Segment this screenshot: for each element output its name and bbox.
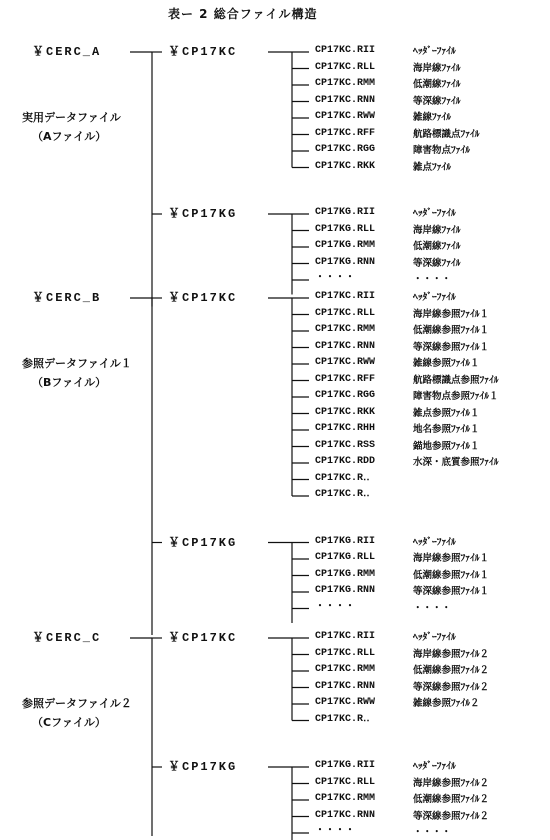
file-description: ・・・・ (413, 274, 452, 285)
file-description: 航路標識点参照ﾌｧｲﾙ (413, 374, 499, 386)
file-description: 低潮線参照ﾌｧｲﾙ１ (413, 569, 490, 581)
file-name: CP17KC.RWW (315, 357, 376, 368)
file-name: CP17KC.RLL (315, 61, 376, 73)
file-description: 航路標識点ﾌｧｲﾙ (413, 128, 480, 140)
file-name: CP17KC.R‥ (315, 713, 370, 725)
file-name: CP17KG.RNN (315, 585, 376, 596)
file-name: ・・・・ (315, 601, 355, 613)
file-description: ﾍｯﾀﾞｰﾌｧｲﾙ (413, 292, 456, 303)
root-directory-label: ￥CERC_A (32, 45, 102, 59)
file-description: 等深線参照ﾌｧｲﾙ１ (413, 341, 490, 353)
file-description: 海岸線参照ﾌｧｲﾙ２ (413, 648, 490, 660)
subdirectory-label: ￥CP17KC (168, 291, 238, 305)
root-directory-label: ￥CERC_C (32, 631, 102, 645)
file-description: ・・・・ (413, 827, 452, 838)
file-name: CP17KG.RII (315, 535, 376, 547)
file-name: CP17KC.R‥ (315, 489, 370, 500)
file-description: 低潮線参照ﾌｧｲﾙ２ (413, 665, 490, 676)
subdirectory-label: ￥CP17KC (168, 631, 238, 645)
file-description: 錨地参照ﾌｧｲﾙ１ (413, 440, 480, 452)
file-description: 等深線参照ﾌｧｲﾙ２ (413, 681, 490, 693)
file-description: ﾍｯﾀﾞｰﾌｧｲﾙ (413, 761, 456, 772)
file-name: CP17KC.RHH (315, 423, 376, 434)
file-description: ﾍｯﾀﾞｰﾌｧｲﾙ (413, 536, 456, 548)
file-name: CP17KG.RII (315, 760, 376, 771)
section-subtitle: 参照データファイル１ (22, 357, 132, 370)
root-directory-label: ￥CERC_B (32, 291, 102, 305)
file-name: CP17KC.RII (315, 631, 376, 642)
subdirectory-label: ￥CP17KG (168, 535, 238, 550)
subdirectory-label: ￥CP17KG (168, 760, 238, 774)
file-name: CP17KC.RII (315, 45, 376, 56)
file-name: CP17KG.RMM (315, 240, 376, 251)
file-description: ﾍｯﾀﾞｰﾌｧｲﾙ (413, 632, 456, 643)
file-description: 低潮線ﾌｧｲﾙ (413, 79, 461, 90)
file-description: 海岸線参照ﾌｧｲﾙ１ (413, 553, 490, 564)
file-name: CP17KC.RKK (315, 406, 376, 418)
file-name: CP17KC.RNN (315, 680, 376, 692)
file-name: CP17KC.RII (315, 291, 376, 302)
file-name: CP17KC.RMM (315, 793, 376, 804)
file-name: ・・・・ (315, 826, 355, 837)
file-name: CP17KC.RLL (315, 776, 376, 788)
file-description: 雑点参照ﾌｧｲﾙ１ (413, 407, 480, 419)
file-description: ﾍｯﾀﾞｰﾌｧｲﾙ (413, 208, 456, 219)
file-name: CP17KC.RGG (315, 390, 376, 401)
file-name: CP17KG.RII (315, 207, 376, 218)
file-description: 海岸線参照ﾌｧｲﾙ２ (413, 777, 490, 789)
file-name: CP17KC.RWW (315, 697, 376, 708)
file-name: CP17KC.RMM (315, 324, 376, 335)
file-name: CP17KG.RLL (315, 552, 376, 563)
file-name: CP17KC.RLL (315, 647, 376, 659)
file-name: CP17KC.RWW (315, 111, 376, 122)
section-subtitle: （Cファイル） (32, 716, 106, 729)
file-name: CP17KG.RLL (315, 223, 376, 235)
subdirectory-label: ￥CP17KG (168, 207, 238, 221)
file-description: 低潮線参照ﾌｧｲﾙ２ (413, 794, 490, 805)
file-description: 海岸線ﾌｧｲﾙ (413, 62, 461, 74)
file-name: CP17KC.RNN (315, 340, 376, 352)
subdirectory-label: ￥CP17KC (168, 45, 238, 59)
file-name: CP17KC.RSS (315, 439, 376, 451)
file-description: 地名参照ﾌｧｲﾙ１ (413, 424, 480, 435)
file-description: 等深線ﾌｧｲﾙ (413, 257, 461, 269)
file-description: 雑線参照ﾌｧｲﾙ２ (413, 698, 480, 709)
file-name: CP17KG.RNN (315, 256, 376, 268)
file-name: CP17KC.RLL (315, 307, 376, 319)
file-name: CP17KC.RKK (315, 160, 376, 172)
file-description: 等深線ﾌｧｲﾙ (413, 95, 461, 107)
file-name: CP17KC.RFF (315, 127, 376, 139)
file-name: CP17KC.RNN (315, 809, 376, 821)
file-description: ﾍｯﾀﾞｰﾌｧｲﾙ (413, 46, 456, 57)
file-name: CP17KC.R‥ (315, 472, 370, 484)
file-description: 水深・底質参照ﾌｧｲﾙ (413, 457, 499, 468)
file-description: 等深線参照ﾌｧｲﾙ２ (413, 810, 490, 822)
file-description: 海岸線ﾌｧｲﾙ (413, 224, 461, 236)
file-description: 雑線ﾌｧｲﾙ (413, 112, 452, 123)
file-description: 低潮線参照ﾌｧｲﾙ１ (413, 325, 490, 336)
section-subtitle: 参照データファイル２ (22, 697, 132, 710)
file-description: 等深線参照ﾌｧｲﾙ１ (413, 586, 490, 597)
file-name: CP17KG.RMM (315, 568, 376, 580)
file-name: ・・・・ (315, 273, 355, 284)
section-subtitle: （Aファイル） (32, 130, 107, 143)
file-description: 雑点ﾌｧｲﾙ (413, 161, 452, 173)
file-description: 雑線参照ﾌｧｲﾙ１ (413, 358, 480, 369)
file-name: CP17KC.RMM (315, 78, 376, 89)
file-description: 低潮線ﾌｧｲﾙ (413, 241, 461, 252)
page-title: 表ー 2 総合ファイル構造 (168, 7, 318, 21)
file-name: CP17KC.RDD (315, 456, 376, 467)
file-name: CP17KC.RFF (315, 373, 376, 385)
file-name: CP17KC.RMM (315, 664, 376, 675)
file-name: CP17KC.RNN (315, 94, 376, 106)
file-description: 海岸線参照ﾌｧｲﾙ１ (413, 308, 490, 320)
file-description: 障害物点ﾌｧｲﾙ (413, 145, 471, 156)
file-description: ・・・・ (413, 602, 452, 614)
section-subtitle: （Bファイル） (32, 376, 107, 389)
file-name: CP17KC.RGG (315, 144, 376, 155)
section-subtitle: 実用データファイル (22, 111, 121, 124)
file-description: 障害物点参照ﾌｧｲﾙ１ (413, 391, 499, 402)
